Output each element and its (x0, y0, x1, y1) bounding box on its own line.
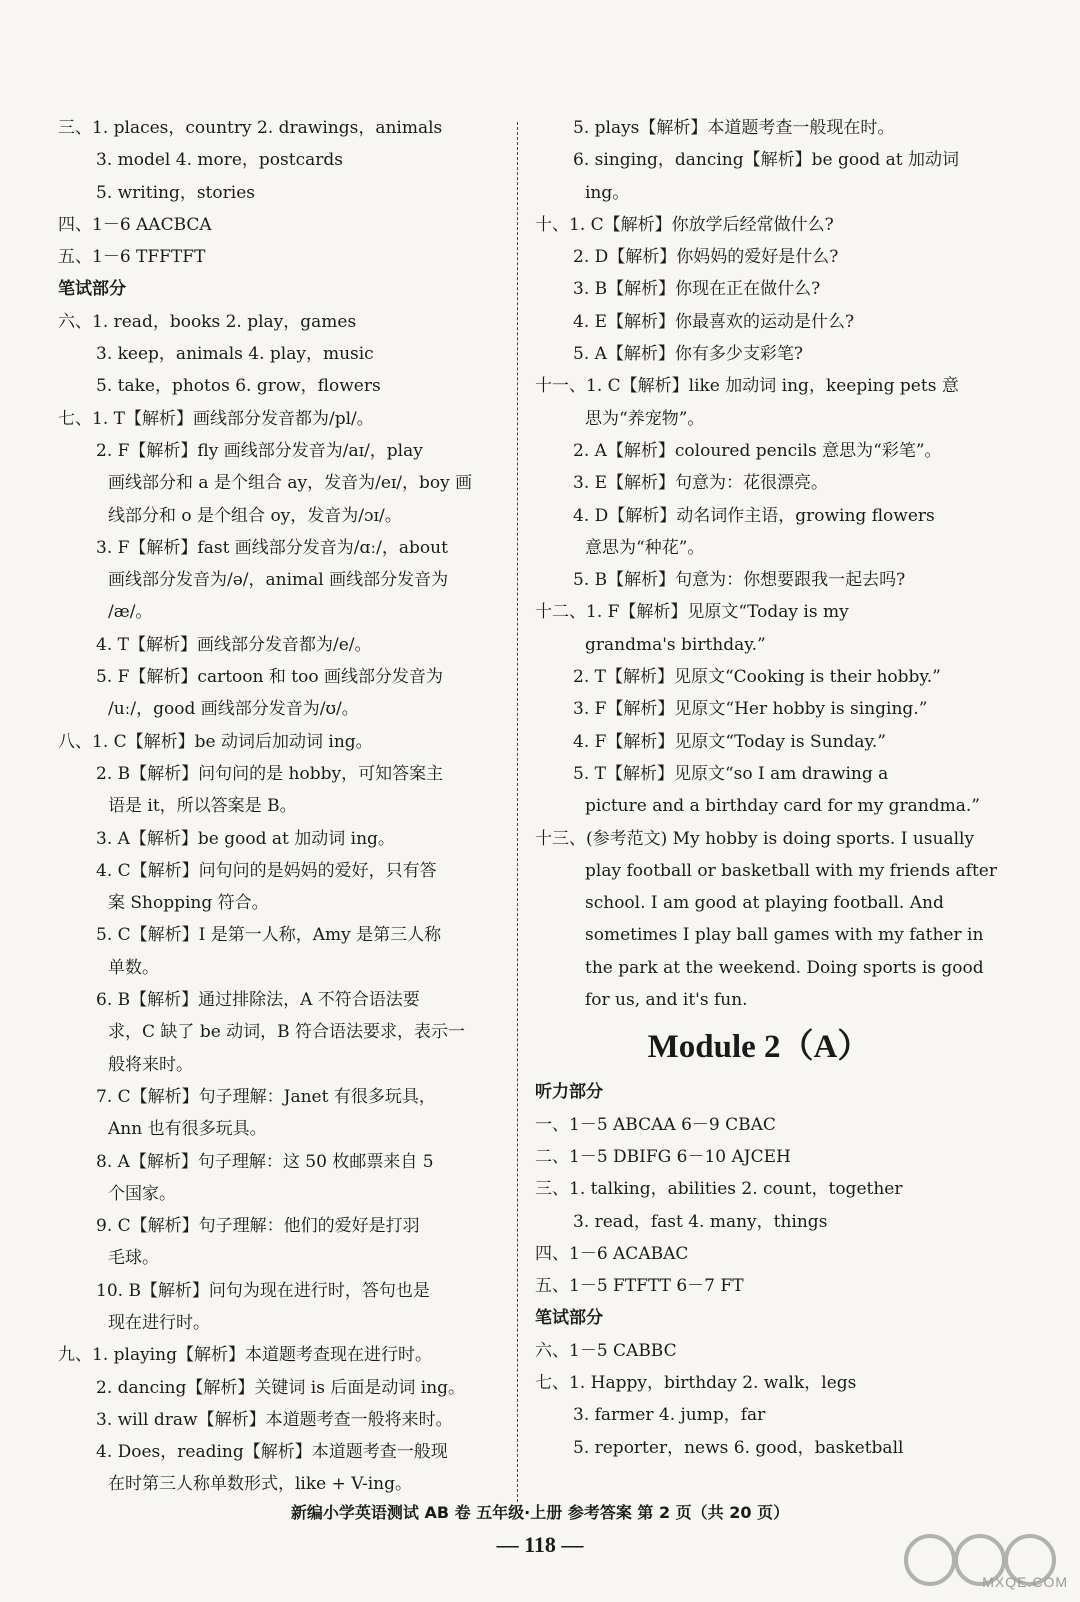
page-footer: 新编小学英语测试 AB 卷 五年级·上册 参考答案 第 2 页（共 20 页） (290, 1503, 790, 1522)
answer-line: 案 Shopping 符合。 (108, 893, 269, 914)
answer-line: 十、1. C【解析】你放学后经常做什么? (535, 214, 834, 235)
answer-line: 语是 it，所以答案是 B。 (108, 796, 297, 817)
answer-line: 一、1－5 ABCAA 6－9 CBAC (535, 1114, 776, 1135)
answer-line: the park at the weekend. Doing sports is good (585, 957, 984, 978)
answer-line: play football or basketball with my friends after (585, 860, 997, 881)
answer-line: /uː/，good 画线部分发音为/ʊ/。 (108, 699, 359, 720)
column-divider (517, 122, 518, 1502)
answer-line: 十二、1. F【解析】见原文“Today is my (535, 602, 849, 623)
answer-line: 八、1. C【解析】be 动词后加动词 ing。 (58, 731, 373, 752)
answer-line: 3. E【解析】句意为：花很漂亮。 (573, 473, 829, 494)
answer-line: 5. F【解析】cartoon 和 too 画线部分发音为 (96, 667, 443, 688)
answer-line: 5. take，photos 6. grow，flowers (96, 376, 381, 397)
answer-line: 7. C【解析】句子理解：Janet 有很多玩具， (96, 1086, 436, 1107)
answer-line: 5. A【解析】你有多少支彩笔? (573, 344, 804, 365)
answer-line: 五、1－5 FTFTT 6－7 FT (535, 1276, 744, 1297)
answer-line: 2. A【解析】coloured pencils 意思为“彩笔”。 (573, 440, 942, 461)
answer-line: 七、1. T【解析】画线部分发音都为/pl/。 (58, 408, 374, 429)
answer-line: 3. will draw【解析】本道题考查一般将来时。 (96, 1409, 453, 1430)
answer-line: 9. C【解析】句子理解：他们的爱好是打羽 (96, 1216, 420, 1237)
answer-line: 5. C【解析】I 是第一人称，Amy 是第三人称 (96, 925, 442, 946)
answer-line: Ann 也有很多玩具。 (108, 1119, 267, 1140)
answer-line: school. I am good at playing football. And (585, 893, 944, 914)
answer-line: 六、1. read，books 2. play，games (58, 311, 357, 332)
answer-line: 笔试部分 (535, 1308, 603, 1329)
answer-line: 二、1－5 DBIFG 6－10 AJCEH (535, 1146, 791, 1167)
answer-line: 般将来时。 (108, 1054, 193, 1075)
answer-line: 听力部分 (535, 1082, 603, 1103)
answer-line: 6. B【解析】通过排除法，A 不符合语法要 (96, 990, 420, 1011)
answer-line: sometimes I play ball games with my father in (585, 925, 984, 946)
answer-line: 七、1. Happy，birthday 2. walk，legs (535, 1372, 857, 1393)
answer-line: 线部分和 o 是个组合 oy，发音为/ɔɪ/。 (108, 505, 402, 526)
answer-line: 4. T【解析】画线部分发音都为/e/。 (96, 634, 372, 655)
answer-line: for us, and it's fun. (585, 990, 748, 1011)
answer-line: 画线部分发音为/ə/，animal 画线部分发音为 (108, 570, 449, 591)
right-column (535, 112, 997, 1464)
answer-line: grandma's birthday.” (585, 634, 766, 655)
answer-line: 4. E【解析】你最喜欢的运动是什么? (573, 311, 855, 332)
answer-line: 四、1－6 AACBCA (58, 214, 212, 235)
answer-line: picture and a birthday card for my grandma.” (585, 796, 980, 817)
answer-line: 4. F【解析】见原文“Today is Sunday.” (573, 731, 886, 752)
answer-line: 5. B【解析】句意为：你想要跟我一起去吗? (573, 570, 906, 591)
answer-line: 3. F【解析】见原文“Her hobby is singing.” (573, 699, 928, 720)
answer-line: 单数。 (108, 957, 159, 978)
answer-line: 四、1－6 ACABAC (535, 1243, 689, 1264)
answer-line: 笔试部分 (58, 279, 126, 300)
answer-line: 五、1－6 TFFTFT (58, 247, 206, 268)
answer-line: 3. F【解析】fast 画线部分发音为/ɑː/，about (96, 537, 448, 558)
answer-line: 在时第三人称单数形式，like + V-ing。 (108, 1474, 413, 1495)
answer-line: 3. keep，animals 4. play，music (96, 344, 374, 365)
watermark-text: MXQE.COM (982, 1574, 1068, 1590)
answer-line: 2. dancing【解析】关键词 is 后面是动词 ing。 (96, 1377, 466, 1398)
answer-line: 4. Does，reading【解析】本道题考查一般现 (96, 1442, 448, 1463)
page-number: — 118 — (496, 1532, 584, 1557)
answer-line: 现在进行时。 (108, 1312, 210, 1333)
answer-line: 意思为“种花”。 (585, 537, 705, 558)
answer-line: /æ/。 (108, 602, 153, 623)
answer-line: 3. A【解析】be good at 加动词 ing。 (96, 828, 395, 849)
answer-line: 个国家。 (108, 1183, 176, 1204)
answer-line: 思为“养宠物”。 (585, 408, 705, 429)
answer-line: 4. D【解析】动名词作主语，growing flowers (573, 505, 935, 526)
answer-line: 2. T【解析】见原文“Cooking is their hobby.” (573, 667, 941, 688)
answer-line: 十一、1. C【解析】like 加动词 ing，keeping pets 意 (535, 376, 959, 397)
answer-line: 3. read，fast 4. many，things (573, 1211, 828, 1232)
answer-line: 六、1－5 CABBC (535, 1340, 677, 1361)
answer-line: 三、1. talking，abilities 2. count，together (535, 1179, 903, 1200)
answer-line: 画线部分和 a 是个组合 ay，发音为/eɪ/，boy 画 (108, 473, 473, 494)
module-2a-answers (535, 1076, 983, 1464)
answer-line: 3. model 4. more，postcards (96, 150, 343, 171)
answer-line: 2. F【解析】fly 画线部分发音为/aɪ/，play (96, 440, 423, 461)
answer-line: 3. farmer 4. jump，far (573, 1405, 766, 1426)
answer-line: 5. T【解析】见原文“so I am drawing a (573, 763, 889, 784)
module-title: Module 2（A） (647, 1029, 871, 1066)
left-column (58, 112, 498, 1501)
answer-line: 5. reporter，news 6. good，basketball (573, 1437, 904, 1458)
answer-line: 5. plays【解析】本道题考查一般现在时。 (573, 118, 895, 138)
answer-line: 3. B【解析】你现在正在做什么? (573, 279, 821, 300)
answer-line: ing。 (585, 182, 630, 203)
answer-line: 毛球。 (108, 1248, 159, 1269)
answer-line: 九、1. playing【解析】本道题考查现在进行时。 (58, 1345, 432, 1366)
answer-line: 10. B【解析】问句为现在进行时，答句也是 (96, 1280, 430, 1301)
answer-line: 6. singing，dancing【解析】be good at 加动词 (573, 150, 959, 171)
answer-line: 三、1. places，country 2. drawings，animals (58, 118, 443, 138)
answer-line: 求，C 缺了 be 动词，B 符合语法要求，表示一 (108, 1022, 466, 1043)
answer-line: 5. writing，stories (96, 182, 255, 203)
answer-line: 十三、(参考范文) My hobby is doing sports. I usually (535, 828, 975, 849)
answer-line: 8. A【解析】句子理解：这 50 枚邮票来自 5 (96, 1151, 434, 1172)
answer-line: 4. C【解析】问句问的是妈妈的爱好，只有答 (96, 860, 437, 881)
answer-line: 2. B【解析】问句问的是 hobby，可知答案主 (96, 763, 444, 784)
right-column-answers (535, 112, 997, 1016)
answer-line: 2. D【解析】你妈妈的爱好是什么? (573, 247, 839, 268)
